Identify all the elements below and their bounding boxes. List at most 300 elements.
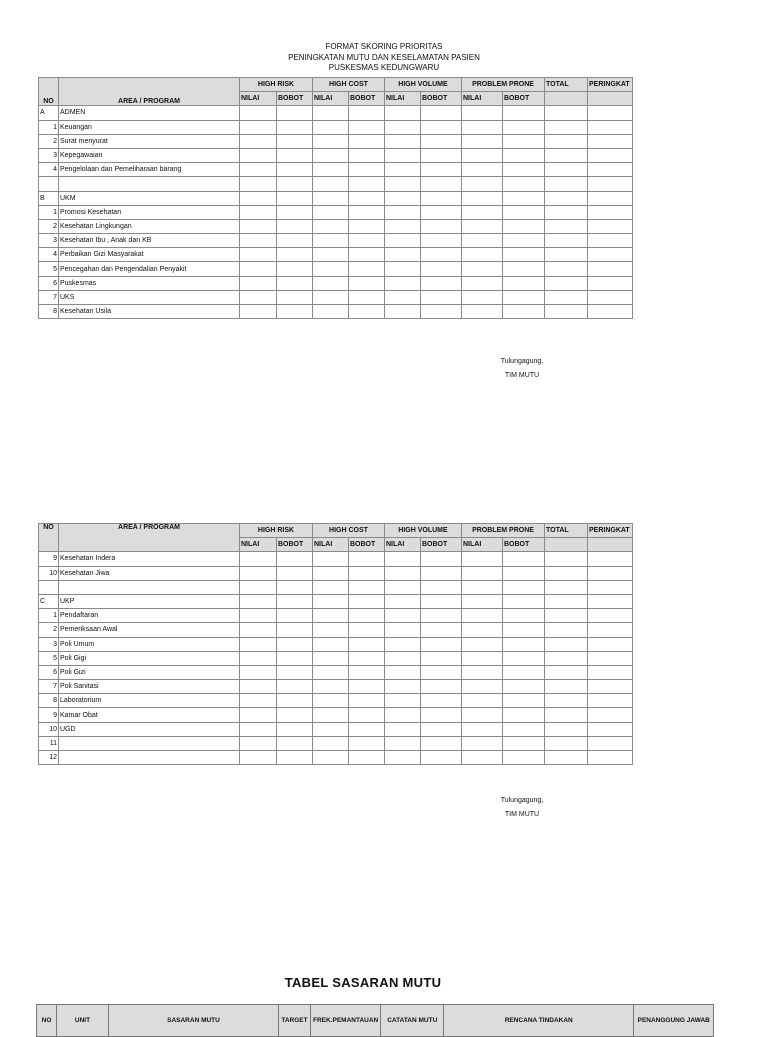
score-cell[interactable] bbox=[277, 163, 313, 177]
score-cell[interactable] bbox=[588, 163, 633, 177]
score-cell[interactable] bbox=[503, 134, 545, 148]
score-cell[interactable] bbox=[421, 191, 462, 205]
score-cell[interactable] bbox=[462, 665, 503, 679]
score-cell[interactable] bbox=[421, 609, 462, 623]
score-cell[interactable] bbox=[240, 694, 277, 708]
score-cell[interactable] bbox=[421, 594, 462, 608]
score-cell[interactable] bbox=[588, 722, 633, 736]
score-cell[interactable] bbox=[349, 191, 385, 205]
score-cell[interactable] bbox=[462, 694, 503, 708]
score-cell[interactable] bbox=[462, 751, 503, 765]
score-cell[interactable] bbox=[385, 305, 421, 319]
score-cell[interactable] bbox=[349, 219, 385, 233]
score-cell[interactable] bbox=[588, 736, 633, 750]
score-cell[interactable] bbox=[503, 248, 545, 262]
score-cell[interactable] bbox=[277, 566, 313, 580]
score-cell[interactable] bbox=[385, 566, 421, 580]
score-cell[interactable] bbox=[240, 637, 277, 651]
score-cell[interactable] bbox=[503, 651, 545, 665]
score-cell[interactable] bbox=[421, 106, 462, 120]
score-cell[interactable] bbox=[385, 148, 421, 162]
score-cell[interactable] bbox=[313, 722, 349, 736]
score-cell[interactable] bbox=[462, 736, 503, 750]
score-cell[interactable] bbox=[277, 665, 313, 679]
score-cell[interactable] bbox=[462, 708, 503, 722]
score-cell[interactable] bbox=[277, 234, 313, 248]
score-cell[interactable] bbox=[588, 665, 633, 679]
score-cell[interactable] bbox=[421, 736, 462, 750]
score-cell[interactable] bbox=[313, 106, 349, 120]
score-cell[interactable] bbox=[462, 234, 503, 248]
score-cell[interactable] bbox=[313, 134, 349, 148]
score-cell[interactable] bbox=[588, 680, 633, 694]
score-cell[interactable] bbox=[313, 566, 349, 580]
score-cell[interactable] bbox=[503, 637, 545, 651]
score-cell[interactable] bbox=[277, 580, 313, 594]
score-cell[interactable] bbox=[313, 736, 349, 750]
score-cell[interactable] bbox=[545, 566, 588, 580]
score-cell[interactable] bbox=[503, 609, 545, 623]
score-cell[interactable] bbox=[545, 177, 588, 191]
score-cell[interactable] bbox=[462, 722, 503, 736]
score-cell[interactable] bbox=[462, 609, 503, 623]
score-cell[interactable] bbox=[545, 234, 588, 248]
score-cell[interactable] bbox=[240, 651, 277, 665]
score-cell[interactable] bbox=[588, 623, 633, 637]
score-cell[interactable] bbox=[462, 276, 503, 290]
score-cell[interactable] bbox=[277, 736, 313, 750]
score-cell[interactable] bbox=[503, 262, 545, 276]
score-cell[interactable] bbox=[588, 248, 633, 262]
score-cell[interactable] bbox=[313, 708, 349, 722]
score-cell[interactable] bbox=[277, 708, 313, 722]
score-cell[interactable] bbox=[421, 148, 462, 162]
score-cell[interactable] bbox=[503, 205, 545, 219]
score-cell[interactable] bbox=[421, 219, 462, 233]
score-cell[interactable] bbox=[349, 552, 385, 566]
score-cell[interactable] bbox=[277, 637, 313, 651]
score-cell[interactable] bbox=[545, 623, 588, 637]
score-cell[interactable] bbox=[545, 722, 588, 736]
score-cell[interactable] bbox=[588, 594, 633, 608]
score-cell[interactable] bbox=[349, 580, 385, 594]
score-cell[interactable] bbox=[421, 276, 462, 290]
score-cell[interactable] bbox=[545, 552, 588, 566]
score-cell[interactable] bbox=[545, 637, 588, 651]
score-cell[interactable] bbox=[277, 694, 313, 708]
score-cell[interactable] bbox=[240, 290, 277, 304]
score-cell[interactable] bbox=[313, 163, 349, 177]
score-cell[interactable] bbox=[462, 262, 503, 276]
score-cell[interactable] bbox=[545, 594, 588, 608]
score-cell[interactable] bbox=[313, 248, 349, 262]
score-cell[interactable] bbox=[385, 120, 421, 134]
score-cell[interactable] bbox=[349, 148, 385, 162]
score-cell[interactable] bbox=[503, 290, 545, 304]
score-cell[interactable] bbox=[503, 148, 545, 162]
score-cell[interactable] bbox=[349, 665, 385, 679]
score-cell[interactable] bbox=[349, 106, 385, 120]
score-cell[interactable] bbox=[462, 637, 503, 651]
score-cell[interactable] bbox=[588, 637, 633, 651]
score-cell[interactable] bbox=[503, 552, 545, 566]
score-cell[interactable] bbox=[588, 177, 633, 191]
score-cell[interactable] bbox=[349, 248, 385, 262]
score-cell[interactable] bbox=[421, 566, 462, 580]
score-cell[interactable] bbox=[313, 205, 349, 219]
score-cell[interactable] bbox=[462, 177, 503, 191]
score-cell[interactable] bbox=[588, 120, 633, 134]
score-cell[interactable] bbox=[462, 106, 503, 120]
score-cell[interactable] bbox=[545, 134, 588, 148]
score-cell[interactable] bbox=[240, 248, 277, 262]
score-cell[interactable] bbox=[240, 736, 277, 750]
score-cell[interactable] bbox=[385, 736, 421, 750]
score-cell[interactable] bbox=[545, 163, 588, 177]
score-cell[interactable] bbox=[385, 609, 421, 623]
score-cell[interactable] bbox=[313, 623, 349, 637]
score-cell[interactable] bbox=[588, 580, 633, 594]
score-cell[interactable] bbox=[421, 623, 462, 637]
score-cell[interactable] bbox=[277, 191, 313, 205]
score-cell[interactable] bbox=[421, 305, 462, 319]
score-cell[interactable] bbox=[421, 177, 462, 191]
score-cell[interactable] bbox=[462, 680, 503, 694]
score-cell[interactable] bbox=[462, 623, 503, 637]
score-cell[interactable] bbox=[349, 609, 385, 623]
score-cell[interactable] bbox=[385, 637, 421, 651]
score-cell[interactable] bbox=[385, 276, 421, 290]
score-cell[interactable] bbox=[349, 694, 385, 708]
score-cell[interactable] bbox=[385, 106, 421, 120]
score-cell[interactable] bbox=[349, 680, 385, 694]
score-cell[interactable] bbox=[545, 205, 588, 219]
score-cell[interactable] bbox=[313, 594, 349, 608]
score-cell[interactable] bbox=[545, 248, 588, 262]
score-cell[interactable] bbox=[313, 665, 349, 679]
score-cell[interactable] bbox=[277, 219, 313, 233]
score-cell[interactable] bbox=[313, 148, 349, 162]
score-cell[interactable] bbox=[503, 665, 545, 679]
score-cell[interactable] bbox=[421, 552, 462, 566]
score-cell[interactable] bbox=[313, 305, 349, 319]
score-cell[interactable] bbox=[462, 566, 503, 580]
score-cell[interactable] bbox=[503, 163, 545, 177]
score-cell[interactable] bbox=[385, 708, 421, 722]
score-cell[interactable] bbox=[240, 580, 277, 594]
score-cell[interactable] bbox=[349, 623, 385, 637]
score-cell[interactable] bbox=[545, 120, 588, 134]
score-cell[interactable] bbox=[503, 305, 545, 319]
score-cell[interactable] bbox=[385, 751, 421, 765]
score-cell[interactable] bbox=[240, 191, 277, 205]
score-cell[interactable] bbox=[421, 751, 462, 765]
score-cell[interactable] bbox=[277, 205, 313, 219]
score-cell[interactable] bbox=[277, 177, 313, 191]
score-cell[interactable] bbox=[277, 120, 313, 134]
score-cell[interactable] bbox=[503, 694, 545, 708]
score-cell[interactable] bbox=[545, 609, 588, 623]
score-cell[interactable] bbox=[545, 680, 588, 694]
score-cell[interactable] bbox=[462, 219, 503, 233]
score-cell[interactable] bbox=[462, 248, 503, 262]
score-cell[interactable] bbox=[277, 651, 313, 665]
score-cell[interactable] bbox=[588, 191, 633, 205]
score-cell[interactable] bbox=[385, 651, 421, 665]
score-cell[interactable] bbox=[462, 580, 503, 594]
score-cell[interactable] bbox=[545, 651, 588, 665]
score-cell[interactable] bbox=[385, 163, 421, 177]
score-cell[interactable] bbox=[349, 751, 385, 765]
score-cell[interactable] bbox=[240, 163, 277, 177]
score-cell[interactable] bbox=[503, 580, 545, 594]
score-cell[interactable] bbox=[545, 708, 588, 722]
score-cell[interactable] bbox=[277, 134, 313, 148]
score-cell[interactable] bbox=[588, 694, 633, 708]
score-cell[interactable] bbox=[503, 219, 545, 233]
score-cell[interactable] bbox=[349, 177, 385, 191]
score-cell[interactable] bbox=[313, 191, 349, 205]
score-cell[interactable] bbox=[545, 276, 588, 290]
score-cell[interactable] bbox=[240, 219, 277, 233]
score-cell[interactable] bbox=[240, 262, 277, 276]
score-cell[interactable] bbox=[349, 736, 385, 750]
score-cell[interactable] bbox=[421, 580, 462, 594]
score-cell[interactable] bbox=[421, 234, 462, 248]
score-cell[interactable] bbox=[240, 609, 277, 623]
score-cell[interactable] bbox=[277, 594, 313, 608]
score-cell[interactable] bbox=[385, 552, 421, 566]
score-cell[interactable] bbox=[349, 566, 385, 580]
score-cell[interactable] bbox=[385, 205, 421, 219]
score-cell[interactable] bbox=[240, 708, 277, 722]
score-cell[interactable] bbox=[277, 148, 313, 162]
score-cell[interactable] bbox=[545, 580, 588, 594]
score-cell[interactable] bbox=[421, 651, 462, 665]
score-cell[interactable] bbox=[545, 219, 588, 233]
score-cell[interactable] bbox=[277, 276, 313, 290]
score-cell[interactable] bbox=[545, 262, 588, 276]
score-cell[interactable] bbox=[240, 205, 277, 219]
score-cell[interactable] bbox=[240, 680, 277, 694]
score-cell[interactable] bbox=[277, 623, 313, 637]
score-cell[interactable] bbox=[240, 134, 277, 148]
score-cell[interactable] bbox=[462, 651, 503, 665]
score-cell[interactable] bbox=[503, 623, 545, 637]
score-cell[interactable] bbox=[385, 191, 421, 205]
score-cell[interactable] bbox=[349, 594, 385, 608]
score-cell[interactable] bbox=[503, 120, 545, 134]
score-cell[interactable] bbox=[240, 594, 277, 608]
score-cell[interactable] bbox=[421, 637, 462, 651]
score-cell[interactable] bbox=[385, 234, 421, 248]
score-cell[interactable] bbox=[240, 566, 277, 580]
score-cell[interactable] bbox=[503, 722, 545, 736]
score-cell[interactable] bbox=[385, 219, 421, 233]
score-cell[interactable] bbox=[421, 120, 462, 134]
score-cell[interactable] bbox=[277, 722, 313, 736]
score-cell[interactable] bbox=[313, 120, 349, 134]
score-cell[interactable] bbox=[385, 248, 421, 262]
score-cell[interactable] bbox=[313, 552, 349, 566]
score-cell[interactable] bbox=[462, 305, 503, 319]
score-cell[interactable] bbox=[421, 722, 462, 736]
score-cell[interactable] bbox=[421, 290, 462, 304]
score-cell[interactable] bbox=[349, 262, 385, 276]
score-cell[interactable] bbox=[421, 205, 462, 219]
score-cell[interactable] bbox=[313, 637, 349, 651]
score-cell[interactable] bbox=[545, 191, 588, 205]
score-cell[interactable] bbox=[588, 219, 633, 233]
score-cell[interactable] bbox=[385, 134, 421, 148]
score-cell[interactable] bbox=[462, 148, 503, 162]
score-cell[interactable] bbox=[503, 106, 545, 120]
score-cell[interactable] bbox=[240, 120, 277, 134]
score-cell[interactable] bbox=[385, 290, 421, 304]
score-cell[interactable] bbox=[503, 234, 545, 248]
score-cell[interactable] bbox=[421, 248, 462, 262]
score-cell[interactable] bbox=[545, 106, 588, 120]
score-cell[interactable] bbox=[349, 651, 385, 665]
score-cell[interactable] bbox=[240, 276, 277, 290]
score-cell[interactable] bbox=[240, 722, 277, 736]
score-cell[interactable] bbox=[503, 594, 545, 608]
score-cell[interactable] bbox=[277, 305, 313, 319]
score-cell[interactable] bbox=[349, 290, 385, 304]
score-cell[interactable] bbox=[462, 290, 503, 304]
score-cell[interactable] bbox=[588, 205, 633, 219]
score-cell[interactable] bbox=[545, 290, 588, 304]
score-cell[interactable] bbox=[313, 276, 349, 290]
score-cell[interactable] bbox=[277, 751, 313, 765]
score-cell[interactable] bbox=[349, 708, 385, 722]
score-cell[interactable] bbox=[240, 148, 277, 162]
score-cell[interactable] bbox=[462, 594, 503, 608]
score-cell[interactable] bbox=[588, 566, 633, 580]
score-cell[interactable] bbox=[240, 751, 277, 765]
score-cell[interactable] bbox=[462, 134, 503, 148]
score-cell[interactable] bbox=[313, 609, 349, 623]
score-cell[interactable] bbox=[588, 708, 633, 722]
score-cell[interactable] bbox=[313, 680, 349, 694]
score-cell[interactable] bbox=[545, 665, 588, 679]
score-cell[interactable] bbox=[421, 262, 462, 276]
score-cell[interactable] bbox=[462, 552, 503, 566]
score-cell[interactable] bbox=[349, 234, 385, 248]
score-cell[interactable] bbox=[277, 290, 313, 304]
score-cell[interactable] bbox=[503, 191, 545, 205]
score-cell[interactable] bbox=[313, 262, 349, 276]
score-cell[interactable] bbox=[349, 276, 385, 290]
score-cell[interactable] bbox=[503, 177, 545, 191]
score-cell[interactable] bbox=[313, 751, 349, 765]
score-cell[interactable] bbox=[385, 722, 421, 736]
score-cell[interactable] bbox=[385, 694, 421, 708]
score-cell[interactable] bbox=[588, 276, 633, 290]
score-cell[interactable] bbox=[503, 736, 545, 750]
score-cell[interactable] bbox=[421, 680, 462, 694]
score-cell[interactable] bbox=[240, 106, 277, 120]
score-cell[interactable] bbox=[421, 708, 462, 722]
score-cell[interactable] bbox=[588, 609, 633, 623]
score-cell[interactable] bbox=[503, 751, 545, 765]
score-cell[interactable] bbox=[385, 262, 421, 276]
score-cell[interactable] bbox=[385, 580, 421, 594]
score-cell[interactable] bbox=[421, 163, 462, 177]
score-cell[interactable] bbox=[421, 665, 462, 679]
score-cell[interactable] bbox=[385, 177, 421, 191]
score-cell[interactable] bbox=[277, 106, 313, 120]
score-cell[interactable] bbox=[503, 680, 545, 694]
score-cell[interactable] bbox=[349, 305, 385, 319]
score-cell[interactable] bbox=[277, 609, 313, 623]
score-cell[interactable] bbox=[349, 637, 385, 651]
score-cell[interactable] bbox=[313, 580, 349, 594]
score-cell[interactable] bbox=[503, 566, 545, 580]
score-cell[interactable] bbox=[588, 262, 633, 276]
score-cell[interactable] bbox=[545, 736, 588, 750]
score-cell[interactable] bbox=[462, 120, 503, 134]
score-cell[interactable] bbox=[588, 106, 633, 120]
score-cell[interactable] bbox=[588, 751, 633, 765]
score-cell[interactable] bbox=[588, 651, 633, 665]
score-cell[interactable] bbox=[385, 680, 421, 694]
score-cell[interactable] bbox=[503, 708, 545, 722]
score-cell[interactable] bbox=[421, 694, 462, 708]
score-cell[interactable] bbox=[545, 305, 588, 319]
score-cell[interactable] bbox=[349, 120, 385, 134]
score-cell[interactable] bbox=[313, 694, 349, 708]
score-cell[interactable] bbox=[462, 191, 503, 205]
score-cell[interactable] bbox=[277, 262, 313, 276]
score-cell[interactable] bbox=[313, 651, 349, 665]
score-cell[interactable] bbox=[545, 148, 588, 162]
score-cell[interactable] bbox=[385, 594, 421, 608]
score-cell[interactable] bbox=[240, 552, 277, 566]
score-cell[interactable] bbox=[313, 177, 349, 191]
score-cell[interactable] bbox=[277, 248, 313, 262]
score-cell[interactable] bbox=[588, 234, 633, 248]
score-cell[interactable] bbox=[588, 305, 633, 319]
score-cell[interactable] bbox=[385, 665, 421, 679]
score-cell[interactable] bbox=[545, 694, 588, 708]
score-cell[interactable] bbox=[588, 148, 633, 162]
score-cell[interactable] bbox=[313, 234, 349, 248]
score-cell[interactable] bbox=[313, 290, 349, 304]
score-cell[interactable] bbox=[349, 205, 385, 219]
score-cell[interactable] bbox=[240, 623, 277, 637]
score-cell[interactable] bbox=[240, 177, 277, 191]
score-cell[interactable] bbox=[462, 205, 503, 219]
score-cell[interactable] bbox=[349, 134, 385, 148]
score-cell[interactable] bbox=[277, 680, 313, 694]
score-cell[interactable] bbox=[240, 305, 277, 319]
score-cell[interactable] bbox=[588, 552, 633, 566]
score-cell[interactable] bbox=[421, 134, 462, 148]
score-cell[interactable] bbox=[349, 722, 385, 736]
score-cell[interactable] bbox=[503, 276, 545, 290]
score-cell[interactable] bbox=[240, 665, 277, 679]
score-cell[interactable] bbox=[313, 219, 349, 233]
score-cell[interactable] bbox=[545, 751, 588, 765]
score-cell[interactable] bbox=[588, 134, 633, 148]
score-cell[interactable] bbox=[588, 290, 633, 304]
score-cell[interactable] bbox=[240, 234, 277, 248]
score-cell[interactable] bbox=[462, 163, 503, 177]
score-cell[interactable] bbox=[349, 163, 385, 177]
score-cell[interactable] bbox=[277, 552, 313, 566]
score-cell[interactable] bbox=[385, 623, 421, 637]
